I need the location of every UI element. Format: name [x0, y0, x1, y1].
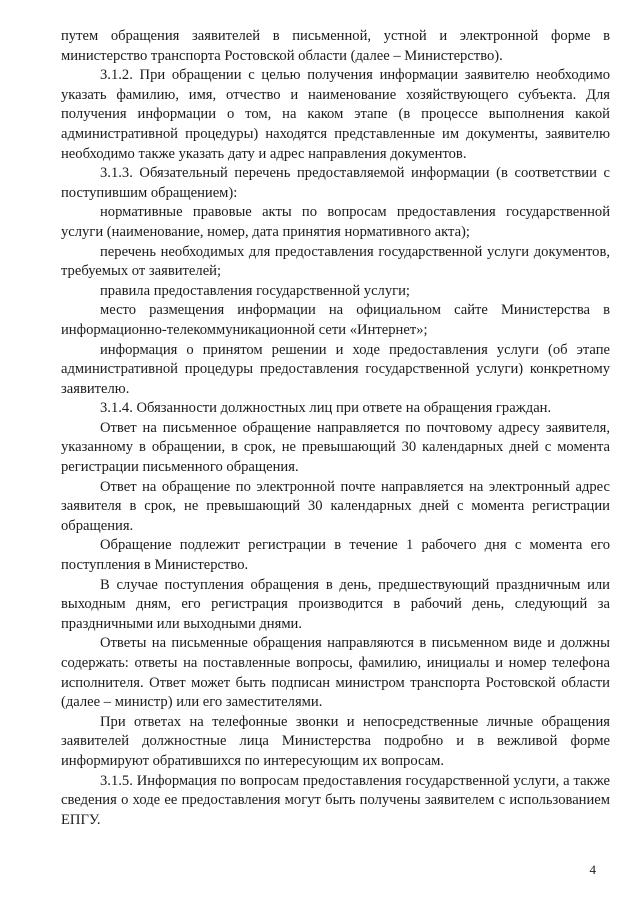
- paragraph: путем обращения заявителей в письменной, устной и электронной форме в министерство транспорта Ростовской области (далее – Министерство).: [61, 28, 610, 64]
- paragraph: 3.1.4. Обязанности должностных лиц при ответе на обращения граждан.: [100, 400, 552, 417]
- paragraph: В случае поступления обращения в день, предшествующий праздничным или выходным дням, его регистрация производится в рабочий день, следующий за праздничными или выходными днями.: [61, 576, 610, 632]
- page-number: 4: [589, 862, 596, 877]
- paragraph: Ответы на письменные обращения направляются в письменном виде и должны содержать: ответы на поставленные вопросы, фамилию, инициалы и номер телефона исполнителя. Ответ может быть подписан министром транспорта Ростовской области (далее – министр) или его заместителями.: [61, 635, 610, 711]
- paragraph: перечень необходимых для предоставления государственной услуги документов, требуемых от заявителей;: [61, 243, 610, 280]
- paragraph: нормативные правовые акты по вопросам предоставления государственной услуги (наименование, номер, дата принятия нормативного акта);: [61, 204, 610, 240]
- paragraph: Ответ на письменное обращение направляется по почтовому адресу заявителя, указанному в обращении, в срок, не превышающий 30 календарных дней с момента регистрации письменного обращения.: [61, 419, 610, 476]
- paragraph: 3.1.3. Обязательный перечень предоставляемой информации (в соответствии с поступившим обращением):: [61, 165, 610, 201]
- paragraph: место размещения информации на официальном сайте Министерства в информационно-телекоммуникационной сети «Интернет»;: [61, 302, 610, 338]
- paragraph: информация о принятом решении и ходе предоставления услуги (об этапе административной процедуры предоставления государственной услуги) конкретному заявителю.: [61, 341, 610, 397]
- paragraph: 3.1.2. При обращении с целью получения информации заявителю необходимо указать фамилию, имя, отчество и наименование хозяйствующего субъекта. Для получения информации о том, на каком этапе (в процессе выполнения какой административной процедуры) находятся представленные им документы, заявителю необходимо также указать дату и адрес направления документов.: [61, 67, 610, 162]
- paragraph: правила предоставления государственной услуги;: [100, 282, 410, 299]
- paragraph: Обращение подлежит регистрации в течение 1 рабочего дня с момента его поступления в Министерство.: [61, 537, 610, 574]
- document-body: [61, 27, 610, 830]
- paragraph: Ответ на обращение по электронной почте направляется на электронный адрес заявителя в срок, не превышающий 30 календарных дней с момента регистрации обращения.: [61, 478, 610, 534]
- paragraph: 3.1.5. Информация по вопросам предоставления государственной услуги, а также сведения о ходе ее предоставления могут быть получены заявителем с использованием ЕПГУ.: [61, 772, 610, 828]
- paragraph: При ответах на телефонные звонки и непосредственные личные обращения заявителей должностные лица Министерства подробно и в вежливой форме информируют обратившихся по интересующим их вопросам.: [61, 713, 610, 769]
